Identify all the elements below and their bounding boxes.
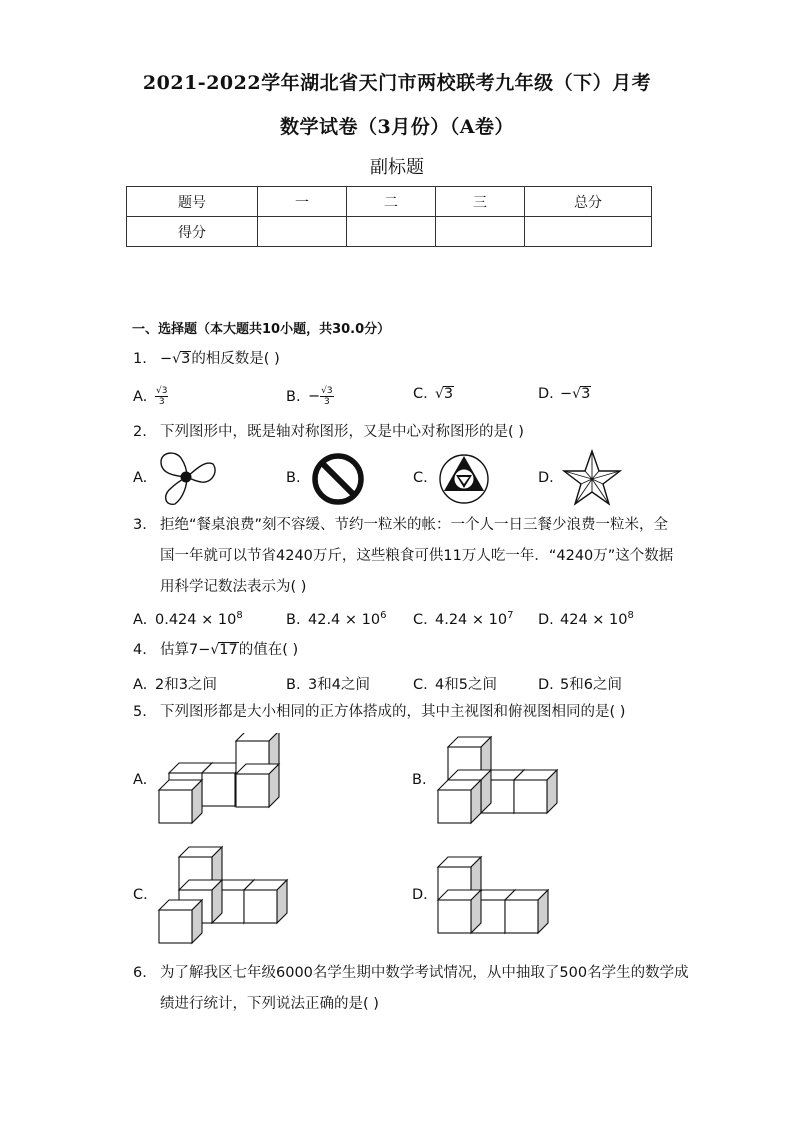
score-table-header-row	[127, 187, 652, 217]
question-3-line3: 用科学记数法表示为( )	[160, 579, 307, 595]
option-label: C.	[133, 887, 148, 903]
question-5	[133, 697, 625, 728]
q4-option-d[interactable]	[538, 673, 622, 694]
q1-neg: −	[160, 351, 173, 367]
cube-stack-figure-d	[434, 853, 564, 935]
fraction-numerator: √3	[321, 386, 333, 396]
fraction-numerator: √3	[156, 386, 168, 396]
option-label: D.	[538, 677, 554, 693]
option-base: 424 × 10	[560, 611, 628, 628]
cube-stack-figure-b	[434, 733, 564, 828]
q1-option-d[interactable]	[538, 386, 591, 402]
option-exponent: 8	[236, 610, 243, 621]
cube-shape	[438, 780, 481, 823]
option-text: 3和4之间	[308, 677, 370, 693]
question-text-line1: 拒绝“餐桌浪费”刻不容缓、节约一粒米的帐：一个人一日三餐少浪费一粒米，全	[160, 517, 669, 533]
score-row-label: 得分	[127, 217, 258, 247]
option-label: A.	[133, 772, 148, 788]
option-base: 42.4 × 10	[308, 611, 381, 628]
question-number: 2.	[133, 424, 147, 440]
radicand: 3	[581, 386, 591, 402]
q2-option-a[interactable]	[133, 470, 147, 486]
fraction-denominator: 3	[158, 397, 165, 407]
q5-option-c[interactable]	[133, 887, 148, 903]
score-table-score-row	[127, 217, 652, 247]
score-input-cell[interactable]	[436, 217, 525, 247]
question-3	[133, 510, 668, 541]
q1-option-c[interactable]	[413, 386, 454, 402]
q1-radicand: 3	[181, 351, 191, 367]
question-text: 下列图形中，既是轴对称图形，又是中心对称图形的是( )	[160, 424, 524, 440]
question-number: 1.	[133, 351, 147, 367]
question-text-line1: 为了解我区七年级6000名学生期中数学考试情况，从中抽取了500名学生的数学成	[160, 965, 689, 981]
option-label: B.	[286, 388, 301, 405]
fraction	[155, 386, 168, 407]
option-exponent: 8	[627, 610, 634, 621]
question-number: 3.	[133, 517, 147, 533]
question-6	[133, 958, 689, 989]
option-label: B.	[286, 470, 301, 486]
q3-option-b[interactable]	[286, 610, 386, 628]
q4-option-c[interactable]	[413, 673, 497, 694]
cube-shape	[159, 900, 202, 943]
fan-icon	[155, 450, 219, 508]
option-label: B.	[286, 611, 301, 628]
option-base: 4.24 × 10	[435, 611, 508, 628]
minus-sign: −	[560, 386, 573, 402]
option-label: D.	[538, 386, 554, 402]
radical-sign: √	[435, 386, 444, 402]
question-6-line2: 绩进行统计，下列说法正确的是( )	[160, 996, 379, 1012]
radicand: 17	[219, 642, 238, 658]
score-header-cell: 三	[436, 187, 525, 217]
option-label: B.	[412, 772, 427, 788]
score-input-cell[interactable]	[258, 217, 347, 247]
fraction	[320, 386, 333, 407]
q2-option-b[interactable]	[286, 470, 301, 486]
score-header-cell: 题号	[127, 187, 258, 217]
option-label: D.	[538, 611, 554, 628]
option-text: 4和5之间	[435, 677, 497, 693]
question-2	[133, 417, 524, 448]
q1-option-a[interactable]	[133, 386, 168, 407]
option-label: B.	[286, 677, 301, 693]
radicand: 3	[443, 386, 454, 402]
minus-sign: −	[308, 388, 321, 405]
option-exponent: 6	[380, 610, 387, 621]
q3-option-c[interactable]	[413, 610, 513, 628]
question-number: 4.	[133, 642, 147, 658]
q4-option-b[interactable]	[286, 673, 370, 694]
option-label: C.	[413, 611, 428, 628]
cube-stack-figure-c	[155, 843, 295, 945]
option-label: A.	[133, 611, 148, 628]
option-text: 5和6之间	[560, 677, 622, 693]
score-header-cell: 总分	[525, 187, 652, 217]
option-label: D.	[538, 470, 554, 486]
cube-shape	[244, 880, 287, 923]
question-text: 下列图形都是大小相同的正方体搭成的，其中主视图和俯视图相同的是( )	[160, 704, 626, 720]
score-header-cell: 二	[347, 187, 436, 217]
radical-sign: √	[172, 351, 182, 367]
cube-shape	[438, 890, 481, 933]
radical-sign: √	[210, 642, 220, 658]
score-input-cell[interactable]	[347, 217, 436, 247]
question-text: 的相反数是( )	[191, 351, 280, 367]
cube-shape	[514, 770, 557, 813]
cube-stack-figure-a	[155, 733, 285, 828]
q5-option-d[interactable]	[412, 887, 428, 903]
cube-shape	[505, 890, 548, 933]
option-label: A.	[133, 388, 148, 405]
exam-subtitle: 副标题	[370, 157, 424, 178]
prohibited-sign-icon	[310, 451, 366, 507]
option-label: C.	[413, 386, 428, 402]
score-input-cell[interactable]	[525, 217, 652, 247]
exam-title-line2: 数学试卷（3月份）（A卷）	[280, 116, 514, 138]
radical-sign: √	[572, 386, 582, 402]
q2-option-c[interactable]	[413, 470, 428, 486]
question-4	[133, 635, 298, 666]
option-exponent: 7	[507, 610, 514, 621]
option-label: C.	[413, 677, 428, 693]
question-1	[133, 344, 280, 375]
exam-title-line1: 2021-2022学年湖北省天门市两校联考九年级（下）月考	[142, 72, 652, 94]
cube-shape	[236, 764, 279, 807]
five-pointed-star-icon	[562, 449, 622, 507]
q3-option-d[interactable]	[538, 610, 634, 628]
q5-option-a[interactable]	[133, 772, 147, 788]
q1-option-b[interactable]	[286, 386, 334, 407]
score-table	[126, 186, 652, 247]
q5-option-b[interactable]	[412, 772, 427, 788]
option-text: 2和3之间	[155, 677, 217, 693]
option-base: 0.424 × 10	[155, 611, 237, 628]
q3-option-a[interactable]	[133, 610, 243, 628]
question-number: 6.	[133, 965, 147, 981]
question-number: 5.	[133, 704, 147, 720]
q4-option-a[interactable]	[133, 673, 217, 694]
section-heading: 一、选择题（本大题共10小题，共30.0分）	[132, 322, 391, 337]
question-text: 的值在( )	[238, 642, 299, 658]
fraction-denominator: 3	[324, 397, 330, 407]
q2-option-d[interactable]	[538, 470, 554, 486]
option-label: A.	[133, 677, 148, 693]
cube-shape	[159, 780, 202, 823]
question-text-prefix: 估算7−	[160, 642, 211, 658]
option-label: A.	[133, 470, 148, 486]
score-header-cell: 一	[258, 187, 347, 217]
question-3-line2: 国一年就可以节省4240万斤，这些粮食可供11万人吃一年．“4240万”这个数据	[160, 548, 674, 564]
option-label: C.	[413, 470, 428, 486]
triangle-in-circle-icon	[436, 451, 492, 507]
option-label: D.	[412, 887, 428, 903]
